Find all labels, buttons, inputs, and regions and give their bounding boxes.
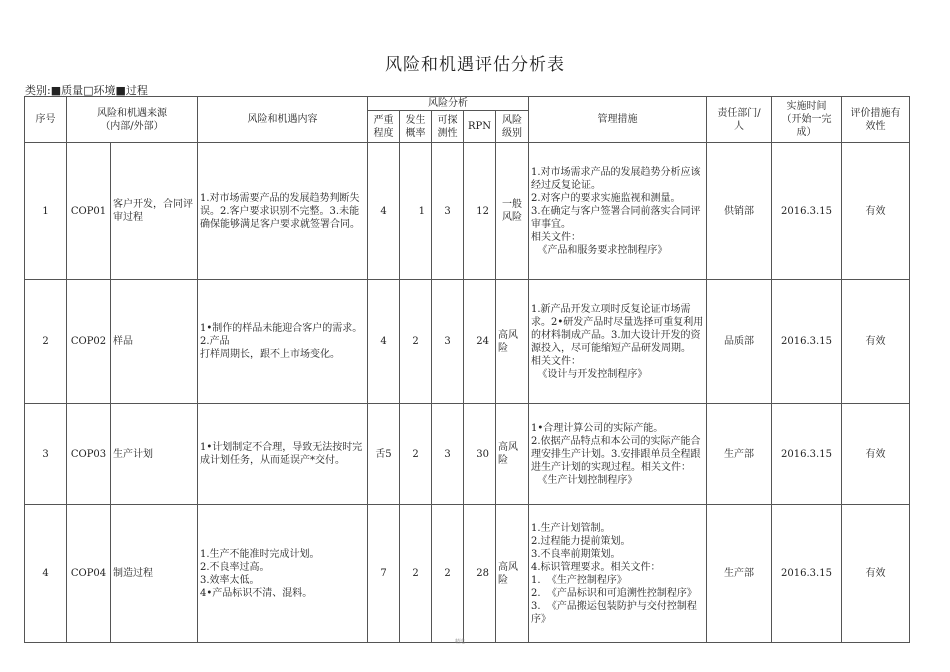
row-rpn: 24: [464, 280, 496, 404]
row-time: 2016.3.15: [772, 143, 842, 280]
measure-line: 1. 《生产控制程序》: [531, 574, 627, 586]
row-seq: 3: [25, 404, 67, 505]
row-dept: 生产部: [707, 505, 772, 643]
row-level: 高风 险: [496, 280, 529, 404]
row-rpn: 12: [464, 143, 496, 280]
row-measures: [529, 404, 707, 505]
row-rpn: 30: [464, 404, 496, 505]
table-row: [25, 505, 910, 643]
header-analysis: 风险分析: [368, 97, 529, 111]
table-row: [25, 280, 910, 404]
row-source: 客户开发，合同评审过程: [111, 143, 198, 280]
row-detect: 3: [432, 143, 464, 280]
header-time: 实施时间 （开始一完 成）: [772, 97, 842, 143]
row-level: 一般 风险: [496, 143, 529, 280]
row-time: 2016.3.15: [772, 280, 842, 404]
category-line: 类别:■质量□环境■过程: [25, 84, 148, 97]
risk-table: [24, 96, 910, 643]
row-occurrence: 1: [400, 143, 432, 280]
header-dept: 责任部门/ 人: [707, 97, 772, 143]
header-eval: 评价措施有 效性: [842, 97, 910, 143]
row-rpn: 28: [464, 505, 496, 643]
measure-line: 1.生产计划管制。: [531, 522, 611, 534]
measure-line: 1.对市场需求产品的发展趋势分析应该经过反复论证。: [531, 166, 701, 191]
row-content: 1.生产不能准时完成计划。 2.不良率过高。 3.效率太低。 4•产品标识不清、混料。: [198, 505, 368, 643]
row-severity: 4: [368, 280, 400, 404]
row-occurrence: 2: [400, 404, 432, 505]
row-dept: 供销部: [707, 143, 772, 280]
header-detect: 可探 测性: [432, 111, 464, 143]
measure-line: 《产品和服务要求控制程序》: [531, 244, 668, 256]
row-measures: [529, 505, 707, 643]
row-content: 1•计划制定不合理，导致无法按时完成计划任务，从而延误产*交付。: [198, 404, 368, 505]
header-measures: 管理措施: [529, 97, 707, 143]
row-content: 1•制作的样品未能迎合客户的需求。2.产品 打样周期长，跟不上市场变化。: [198, 280, 368, 404]
row-content: 1.对市场需要产品的发展趋势判断失误。2.客户要求识别不完整。3.未能确保能够满足客户要求就签署合同。: [198, 143, 368, 280]
row-time: 2016.3.15: [772, 404, 842, 505]
row-dept: 品质部: [707, 280, 772, 404]
measure-line: 《生产计划控制程序》: [531, 474, 638, 486]
row-occurrence: 2: [400, 505, 432, 643]
row-measures: [529, 280, 707, 404]
row-occurrence: 2: [400, 280, 432, 404]
row-time: 2016.3.15: [772, 505, 842, 643]
measure-line: 《设计与开发控制程序》: [531, 368, 648, 380]
row-eval: 有效: [842, 280, 910, 404]
row-detect: 3: [432, 280, 464, 404]
measure-line: 相关文件：: [531, 355, 581, 367]
row-code: COP04: [67, 505, 111, 643]
header-seq: 序号: [25, 97, 67, 143]
header-source: 风险和机遇来源 （内部/外部）: [67, 97, 198, 143]
row-code: COP03: [67, 404, 111, 505]
measure-line: 2.过程能力提前策划。: [531, 535, 631, 547]
row-measures: [529, 143, 707, 280]
header-severity: 严重 程度: [368, 111, 400, 143]
row-severity: 4: [368, 143, 400, 280]
row-seq: 1: [25, 143, 67, 280]
row-code: COP01: [67, 143, 111, 280]
row-eval: 有效: [842, 143, 910, 280]
measure-line: 2. 《产品标识和可追溯性控制程序》: [531, 587, 697, 599]
row-level: 高风 险: [496, 404, 529, 505]
row-level: 高风 险: [496, 505, 529, 643]
table-row: [25, 404, 910, 505]
header-rpn: RPN: [464, 111, 496, 143]
measure-line: 3.不良率前期策划。: [531, 548, 621, 560]
measure-line: 相关文件：: [531, 231, 581, 243]
row-detect: 3: [432, 404, 464, 505]
measure-line: 2.对客户的要求实施监视和测量。: [531, 192, 681, 204]
measure-line: 4.标识管理要求。相关文件：: [531, 561, 661, 573]
row-source: 制造过程: [111, 505, 198, 643]
row-detect: 2: [432, 505, 464, 643]
header-level: 风险 级别: [496, 111, 529, 143]
table-row: [25, 143, 910, 280]
row-seq: 2: [25, 280, 67, 404]
footer-mark: 精选: [455, 639, 466, 645]
page-title: 风险和机遇评估分析表: [385, 55, 565, 75]
measure-line: 1•合理计算公司的实际产能。: [531, 422, 664, 434]
header-content: 风险和机遇内容: [198, 97, 368, 143]
row-seq: 4: [25, 505, 67, 643]
row-source: 样品: [111, 280, 198, 404]
header-occurrence: 发生 概率: [400, 111, 432, 143]
row-dept: 生产部: [707, 404, 772, 505]
measure-line: 1.新产品开发立项时反复论证市场需求。2•研发产品时尽量选择可重复利用的材料制成产品。3.加大设计开发的资源投入，尽可能缩短产品研发周期。: [531, 303, 704, 354]
row-source: 生产计划: [111, 404, 198, 505]
measure-line: 2.依据产品特点和本公司的实际产能合理安排生产计划。3.安排跟单员全程跟进生产计划的实现过程。相关文件：: [531, 435, 701, 473]
measure-line: 3. 《产品搬运包装防护与交付控制程序》: [531, 600, 697, 625]
row-severity: 舌5: [368, 404, 400, 505]
row-eval: 有效: [842, 505, 910, 643]
row-severity: 7: [368, 505, 400, 643]
measure-line: 3.在确定与客户签署合同前落实合同评审事宜。: [531, 205, 701, 230]
row-code: COP02: [67, 280, 111, 404]
row-eval: 有效: [842, 404, 910, 505]
